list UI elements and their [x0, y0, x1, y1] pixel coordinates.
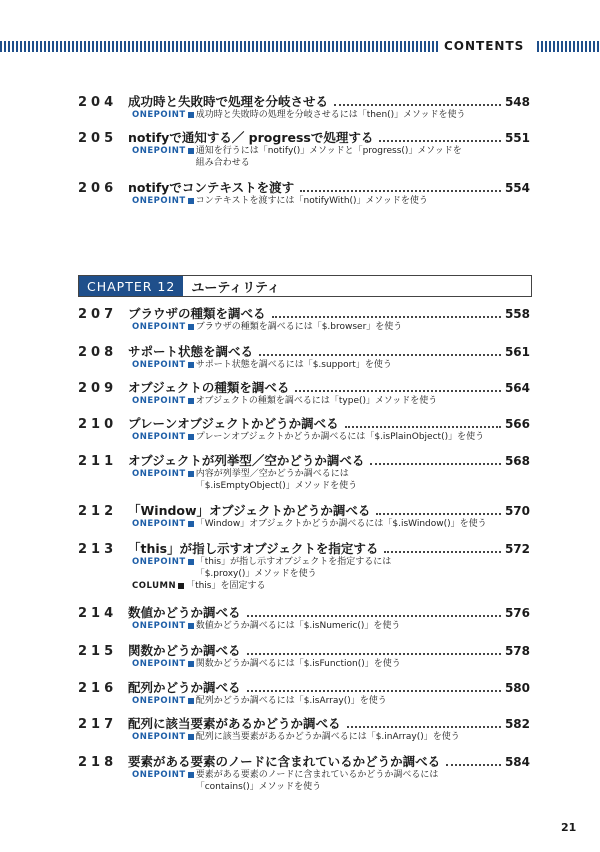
entry-title: 「Window」オブジェクトかどうか調べる: [128, 503, 371, 518]
dot-leader: [272, 316, 501, 318]
dot-leader: [300, 190, 501, 192]
onepoint-note: [132, 195, 530, 207]
entry-number: 208: [78, 345, 118, 360]
entry-number: 215: [78, 644, 118, 659]
note-text: 要素がある要素のノードに含まれているかどうか調べるには 「contains()」メソッドを使う: [195, 770, 439, 792]
note-text: 成功時と失敗時の処理を分岐させるには「then()」メソッドを使う: [195, 110, 466, 120]
note-text: 内容が列挙型／空かどうか調べるには 「$.isEmptyObject()」メソッドを使う: [195, 469, 358, 491]
chapter-title: ユーティリティ: [191, 280, 280, 296]
entry-title: 成功時と失敗時で処理を分岐させる: [128, 94, 329, 109]
dot-leader: [376, 513, 501, 515]
note-text: サポート状態を調べるには「$.support」を使う: [195, 360, 392, 370]
entry-page: 582: [504, 717, 530, 731]
note-label: ONEPOINT: [132, 770, 186, 780]
toc-entry: [78, 539, 530, 592]
toc-entry: [78, 678, 530, 707]
entry-number: 214: [78, 606, 118, 621]
note-label: ONEPOINT: [132, 621, 186, 631]
toc-entry: [78, 501, 530, 530]
toc-entry-main: [78, 304, 530, 321]
entry-title: プレーンオブジェクトかどうか調べる: [128, 416, 339, 431]
entry-number: 218: [78, 755, 118, 770]
entry-number: 211: [78, 454, 118, 469]
note-label: ONEPOINT: [132, 360, 186, 370]
toc-entry: [78, 92, 530, 121]
toc-entry: [78, 378, 530, 407]
dot-leader: [247, 653, 501, 655]
contents-header: [0, 40, 600, 54]
note-label: ONEPOINT: [132, 659, 186, 669]
entry-page: 568: [504, 454, 530, 468]
toc-entry-main: [78, 678, 530, 695]
note-label: ONEPOINT: [132, 696, 186, 706]
square-bullet-icon: [188, 734, 194, 740]
note-label: COLUMN: [132, 581, 177, 591]
square-bullet-icon: [188, 362, 194, 368]
entry-title: notifyでコンテキストを渡す: [128, 180, 295, 195]
toc-entry: [78, 714, 530, 743]
toc-entry-main: [78, 128, 530, 145]
toc-entry-main: [78, 378, 530, 395]
toc-entry: [78, 752, 530, 793]
contents-label: CONTENTS: [444, 39, 525, 53]
note-text: 配列に該当要素があるかどうか調べるには「$.inArray()」を使う: [195, 732, 460, 742]
toc-entry-main: [78, 178, 530, 195]
onepoint-note: [132, 731, 530, 743]
entry-page: 572: [504, 542, 530, 556]
note-text: オブジェクトの種類を調べるには「type()」メソッドを使う: [195, 396, 438, 406]
entry-page: 580: [504, 681, 530, 695]
toc-entry-main: [78, 451, 530, 468]
square-bullet-icon: [188, 148, 194, 154]
note-text: ブラウザの種類を調べるには「$.browser」を使う: [195, 322, 403, 332]
dot-leader: [295, 390, 501, 392]
square-bullet-icon: [188, 559, 194, 565]
entry-title: 「this」が指し示すオブジェクトを指定する: [128, 541, 379, 556]
dot-leader: [446, 764, 501, 766]
onepoint-note: [132, 359, 530, 371]
toc-entry: [78, 178, 530, 207]
note-text: 関数かどうか調べるには「$.isFunction()」を使う: [195, 659, 401, 669]
onepoint-note: [132, 321, 530, 333]
entry-page: 564: [504, 381, 530, 395]
onepoint-note: [132, 468, 530, 492]
note-label: ONEPOINT: [132, 432, 186, 442]
note-text: 「Window」オブジェクトかどうか調べるには「$.isWindow()」を使う: [195, 519, 487, 529]
entry-title: オブジェクトの種類を調べる: [128, 380, 290, 395]
entry-title: 要素がある要素のノードに含まれているかどうか調べる: [128, 754, 441, 769]
square-bullet-icon: [188, 324, 194, 330]
note-text: 「this」を固定する: [186, 581, 266, 591]
entry-page: 570: [504, 504, 530, 518]
square-bullet-icon: [178, 583, 184, 589]
entry-title: 数値かどうか調べる: [128, 605, 241, 620]
onepoint-note: [132, 145, 530, 169]
entry-title: オブジェクトが列挙型／空かどうか調べる: [128, 453, 365, 468]
entry-number: 210: [78, 417, 118, 432]
note-text: 通知を行うには「notify()」メソッドと「progress()」メソッドを 組み合わせる: [195, 146, 462, 168]
toc-entry-main: [78, 641, 530, 658]
square-bullet-icon: [188, 112, 194, 118]
entry-page: 578: [504, 644, 530, 658]
square-bullet-icon: [188, 521, 194, 527]
note-label: ONEPOINT: [132, 146, 186, 156]
note-text: 「this」が指し示すオブジェクトを指定するには 「$.proxy()」メソッドを使う: [195, 557, 392, 579]
dot-leader: [247, 615, 501, 617]
note-label: ONEPOINT: [132, 196, 186, 206]
onepoint-note: [132, 431, 530, 443]
dot-leader: [347, 726, 501, 728]
toc-entry-main: [78, 342, 530, 359]
note-text: 配列かどうか調べるには「$.isArray()」を使う: [195, 696, 387, 706]
dot-leader: [259, 354, 501, 356]
dot-leader: [334, 104, 501, 106]
toc-entry-main: [78, 752, 530, 769]
square-bullet-icon: [188, 198, 194, 204]
toc-entry: [78, 603, 530, 632]
toc-entry: [78, 641, 530, 670]
entry-title: 配列かどうか調べる: [128, 680, 241, 695]
entry-number: 205: [78, 131, 118, 146]
entry-number: 213: [78, 542, 118, 557]
page-number: 21: [561, 821, 577, 834]
toc-entry-main: [78, 501, 530, 518]
dot-leader: [370, 463, 501, 465]
toc-entry: [78, 128, 530, 169]
note-label: ONEPOINT: [132, 557, 186, 567]
entry-title: サポート状態を調べる: [128, 344, 254, 359]
onepoint-note: [132, 620, 530, 632]
entry-title: 関数かどうか調べる: [128, 643, 241, 658]
entry-number: 204: [78, 95, 118, 110]
header-stripes-right: [537, 41, 600, 52]
chapter-heading: [78, 275, 532, 297]
toc-entry-main: [78, 539, 530, 556]
chapter-label: CHAPTER 12: [79, 276, 183, 296]
entry-page: 561: [504, 345, 530, 359]
onepoint-note: [132, 695, 530, 707]
entry-page: 548: [504, 95, 530, 109]
entry-number: 216: [78, 681, 118, 696]
entry-page: 576: [504, 606, 530, 620]
square-bullet-icon: [188, 698, 194, 704]
toc-entry: [78, 414, 530, 443]
entry-title: 配列に該当要素があるかどうか調べる: [128, 716, 341, 731]
toc-entry: [78, 304, 530, 333]
dot-leader: [379, 140, 501, 142]
onepoint-note: [132, 658, 530, 670]
entry-number: 207: [78, 307, 118, 322]
square-bullet-icon: [188, 661, 194, 667]
note-label: ONEPOINT: [132, 469, 186, 479]
onepoint-note: [132, 769, 530, 793]
onepoint-note: [132, 556, 530, 580]
header-stripes-left: [0, 41, 440, 52]
note-text: コンテキストを渡すには「notifyWith()」メソッドを使う: [195, 196, 428, 206]
entry-title: notifyで通知する／ progressで処理する: [128, 130, 374, 145]
note-text: プレーンオブジェクトかどうか調べるには「$.isPlainObject()」を使う: [195, 432, 485, 442]
dot-leader: [247, 690, 501, 692]
onepoint-note: [132, 518, 530, 530]
square-bullet-icon: [188, 434, 194, 440]
entry-number: 212: [78, 504, 118, 519]
onepoint-note: [132, 109, 530, 121]
square-bullet-icon: [188, 772, 194, 778]
toc-entry-main: [78, 714, 530, 731]
entry-page: 566: [504, 417, 530, 431]
entry-number: 217: [78, 717, 118, 732]
toc-entry: [78, 451, 530, 492]
toc-entry: [78, 342, 530, 371]
entry-number: 209: [78, 381, 118, 396]
note-text: 数値かどうか調べるには「$.isNumeric()」を使う: [195, 621, 401, 631]
note-label: ONEPOINT: [132, 396, 186, 406]
entry-page: 584: [504, 755, 530, 769]
note-label: ONEPOINT: [132, 322, 186, 332]
toc-entry-main: [78, 92, 530, 109]
column-note: [132, 580, 530, 592]
square-bullet-icon: [188, 398, 194, 404]
note-label: ONEPOINT: [132, 110, 186, 120]
note-label: ONEPOINT: [132, 732, 186, 742]
entry-page: 551: [504, 131, 530, 145]
onepoint-note: [132, 395, 530, 407]
toc-entry-main: [78, 603, 530, 620]
dot-leader: [384, 551, 501, 553]
entry-page: 554: [504, 181, 530, 195]
dot-leader: [345, 426, 501, 428]
entry-page: 558: [504, 307, 530, 321]
entry-title: ブラウザの種類を調べる: [128, 306, 266, 321]
square-bullet-icon: [188, 471, 194, 477]
toc-entry-main: [78, 414, 530, 431]
note-label: ONEPOINT: [132, 519, 186, 529]
square-bullet-icon: [188, 623, 194, 629]
entry-number: 206: [78, 181, 118, 196]
